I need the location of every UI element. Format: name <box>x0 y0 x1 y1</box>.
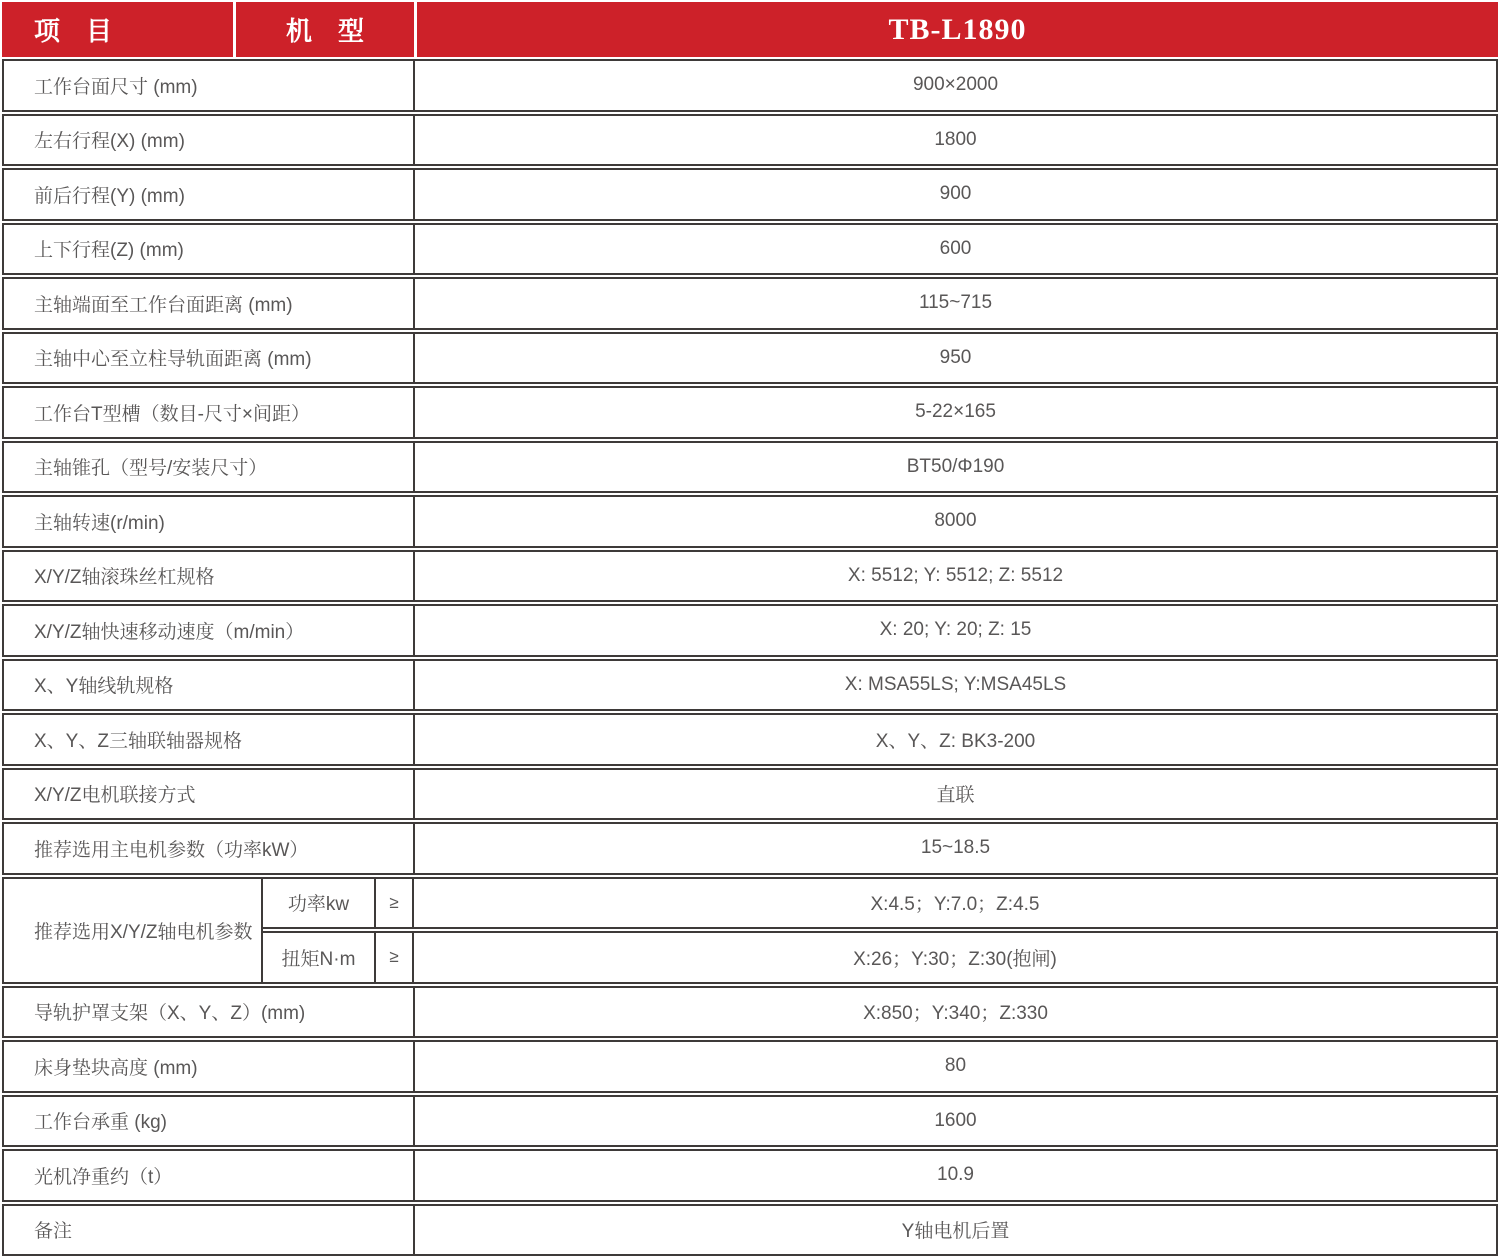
spec-label: 导轨护罩支架（X、Y、Z）(mm) <box>2 986 415 1039</box>
spec-value: 1600 <box>413 1095 1498 1148</box>
spec-label: 床身垫块高度 (mm) <box>2 1040 415 1093</box>
spec-row-table-load <box>2 1095 1498 1148</box>
spec-label: 光机净重约（t） <box>2 1149 415 1202</box>
spec-label: X/Y/Z电机联接方式 <box>2 768 415 821</box>
spec-row-spindle-taper <box>2 441 1498 494</box>
header-model-value: TB-L1890 <box>888 12 1027 46</box>
spec-label: 主轴中心至立柱导轨面距离 (mm) <box>2 332 415 385</box>
spec-row-remarks <box>2 1204 1498 1257</box>
spec-label: 工作台T型槽（数目-尺寸×间距） <box>2 386 415 439</box>
spec-value: 8000 <box>413 495 1498 548</box>
spec-row-ballscrew <box>2 550 1498 603</box>
spec-value: 1800 <box>413 114 1498 167</box>
spec-row-main-motor <box>2 822 1498 875</box>
spec-row-spindle-to-column <box>2 332 1498 385</box>
spec-row-z-travel <box>2 223 1498 276</box>
header-model-label: 机 型 <box>236 2 417 57</box>
spec-value: X、Y、Z: BK3-200 <box>413 713 1498 766</box>
spec-label: 推荐选用主电机参数（功率kW） <box>2 822 415 875</box>
spec-value: X:26；Y:30；Z:30(抱闸) <box>412 931 1498 984</box>
spec-label: X、Y轴线轨规格 <box>2 659 415 712</box>
spec-value: 5-22×165 <box>413 386 1498 439</box>
spec-label: 工作台承重 (kg) <box>2 1095 415 1148</box>
spec-value: 10.9 <box>413 1149 1498 1202</box>
spec-value: X: 20; Y: 20; Z: 15 <box>413 604 1498 657</box>
spec-value: BT50/Φ190 <box>413 441 1498 494</box>
param-name: 功率kw <box>261 877 376 930</box>
spec-label: X/Y/Z轴滚珠丝杠规格 <box>2 550 415 603</box>
spec-label: 工作台面尺寸 (mm) <box>2 59 415 112</box>
spec-value: 80 <box>413 1040 1498 1093</box>
spec-row-bed-block-height <box>2 1040 1498 1093</box>
param-name: 扭矩N·m <box>261 931 376 984</box>
header-item-label: 项 目 <box>2 2 236 57</box>
spec-row-spindle-to-table <box>2 277 1498 330</box>
spec-value: 900×2000 <box>413 59 1498 112</box>
spec-row-t-slots <box>2 386 1498 439</box>
spec-value: X:4.5；Y:7.0；Z:4.5 <box>412 877 1498 930</box>
spec-label: 推荐选用X/Y/Z轴电机参数 <box>2 877 263 984</box>
spec-value: 600 <box>413 223 1498 276</box>
spec-value: 900 <box>413 168 1498 221</box>
spec-row-way-covers <box>2 986 1498 1039</box>
spec-row-worktable-size <box>2 59 1498 112</box>
spec-row-linear-guides <box>2 659 1498 712</box>
spec-label: 左右行程(X) (mm) <box>2 114 415 167</box>
spec-row-spindle-speed <box>2 495 1498 548</box>
spec-value: 直联 <box>413 768 1498 821</box>
spec-row-net-weight <box>2 1149 1498 1202</box>
spec-value: 15~18.5 <box>413 822 1498 875</box>
spec-row-x-travel <box>2 114 1498 167</box>
spec-row-rapid-speed <box>2 604 1498 657</box>
spec-value: X:850；Y:340；Z:330 <box>413 986 1498 1039</box>
spec-label: 主轴锥孔（型号/安装尺寸） <box>2 441 415 494</box>
spec-label: 上下行程(Z) (mm) <box>2 223 415 276</box>
spec-row-y-travel <box>2 168 1498 221</box>
geq-symbol: ≥ <box>374 877 414 930</box>
axis-motor-torque-row <box>261 931 1498 984</box>
spec-value: X: MSA55LS; Y:MSA45LS <box>413 659 1498 712</box>
spec-label: 主轴转速(r/min) <box>2 495 415 548</box>
axis-motor-subrows <box>261 877 1498 984</box>
spec-label: 主轴端面至工作台面距离 (mm) <box>2 277 415 330</box>
geq-symbol: ≥ <box>374 931 414 984</box>
spec-label: 备注 <box>2 1204 415 1257</box>
spec-row-axis-motor-params <box>2 877 1498 984</box>
spec-rows <box>2 59 1498 1257</box>
spec-row-coupling <box>2 713 1498 766</box>
spec-value: 115~715 <box>413 277 1498 330</box>
spec-value: 950 <box>413 332 1498 385</box>
spec-value: Y轴电机后置 <box>413 1204 1498 1257</box>
spec-label: X、Y、Z三轴联轴器规格 <box>2 713 415 766</box>
axis-motor-power-row <box>261 877 1498 930</box>
spec-label: 前后行程(Y) (mm) <box>2 168 415 221</box>
spec-label: X/Y/Z轴快速移动速度（m/min） <box>2 604 415 657</box>
spec-row-motor-connection <box>2 768 1498 821</box>
table-header <box>2 2 1498 57</box>
spec-value: X: 5512; Y: 5512; Z: 5512 <box>413 550 1498 603</box>
